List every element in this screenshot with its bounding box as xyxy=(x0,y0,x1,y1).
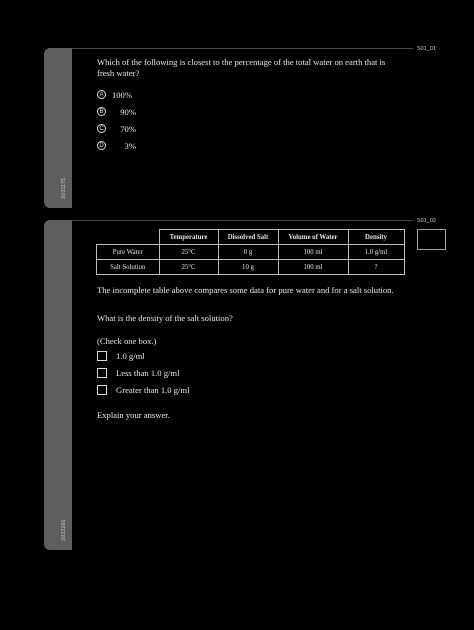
q2-intro-text: The incomplete table above compares some data for pure water and for a salt solution. xyxy=(97,285,394,295)
table-cell: 100 ml xyxy=(278,260,348,275)
q2-side-bar xyxy=(44,220,72,550)
q2-explain-prompt: Explain your answer. xyxy=(97,410,170,420)
option-a-circle: A xyxy=(97,90,106,99)
option-c-circle: C xyxy=(97,124,106,133)
q1-option-a[interactable] xyxy=(97,89,132,100)
table-row xyxy=(97,245,405,260)
option-c-value: 70% xyxy=(120,123,136,134)
table-header: Dissolved Salt xyxy=(218,230,278,245)
q2-side-id: S032266 xyxy=(61,519,67,541)
choice-label: Less than 1.0 g/ml xyxy=(116,367,180,378)
table-header: Density xyxy=(348,230,404,245)
checkbox[interactable] xyxy=(97,351,107,361)
choice-3[interactable] xyxy=(97,384,190,395)
checkbox[interactable] xyxy=(97,368,107,378)
score-box xyxy=(417,229,446,250)
q1-side-bar xyxy=(44,48,72,208)
q2-instruction: (Check one box.) xyxy=(97,336,157,346)
q2-question-text: What is the density of the salt solution? xyxy=(97,313,233,323)
q1-option-b[interactable] xyxy=(97,106,136,117)
option-b-value: 90% xyxy=(120,106,136,117)
choice-1[interactable] xyxy=(97,350,145,361)
table-cell: 100 ml xyxy=(278,245,348,260)
option-a-value: 100% xyxy=(111,89,132,100)
option-b-circle: B xyxy=(97,107,106,116)
table-cell: 25°C xyxy=(159,245,218,260)
table-header: Volume of Water xyxy=(278,230,348,245)
q1-option-c[interactable] xyxy=(97,123,136,134)
q1-option-d[interactable] xyxy=(97,140,136,151)
q2-top-rule xyxy=(72,220,413,221)
table-cell: Pure Water xyxy=(97,245,160,260)
table-cell: Salt Solution xyxy=(97,260,160,275)
q1-top-rule xyxy=(72,48,413,49)
table-cell: 0 g xyxy=(218,245,278,260)
option-d-circle: D xyxy=(97,141,106,150)
table-cell: 10 g xyxy=(218,260,278,275)
q1-question-text: Which of the following is closest to the percentage of the total water on earth that is fresh water? xyxy=(97,57,386,78)
choice-2[interactable] xyxy=(97,367,180,378)
choice-label: Greater than 1.0 g/ml xyxy=(116,384,190,395)
data-table xyxy=(96,229,405,275)
checkbox[interactable] xyxy=(97,385,107,395)
q1-side-id: S031175 xyxy=(61,177,67,199)
q2-code: S01_02 xyxy=(417,218,436,224)
table-header: Temperature xyxy=(159,230,218,245)
table-cell: ? xyxy=(348,260,404,275)
q1-code: S01_01 xyxy=(417,46,436,52)
choice-label: 1.0 g/ml xyxy=(116,350,145,361)
option-d-value: 3% xyxy=(124,140,136,151)
table-header-blank xyxy=(97,230,160,245)
table-row xyxy=(97,260,405,275)
table-header-row xyxy=(97,230,405,245)
table-cell: 25°C xyxy=(159,260,218,275)
table-cell: 1.0 g/ml xyxy=(348,245,404,260)
